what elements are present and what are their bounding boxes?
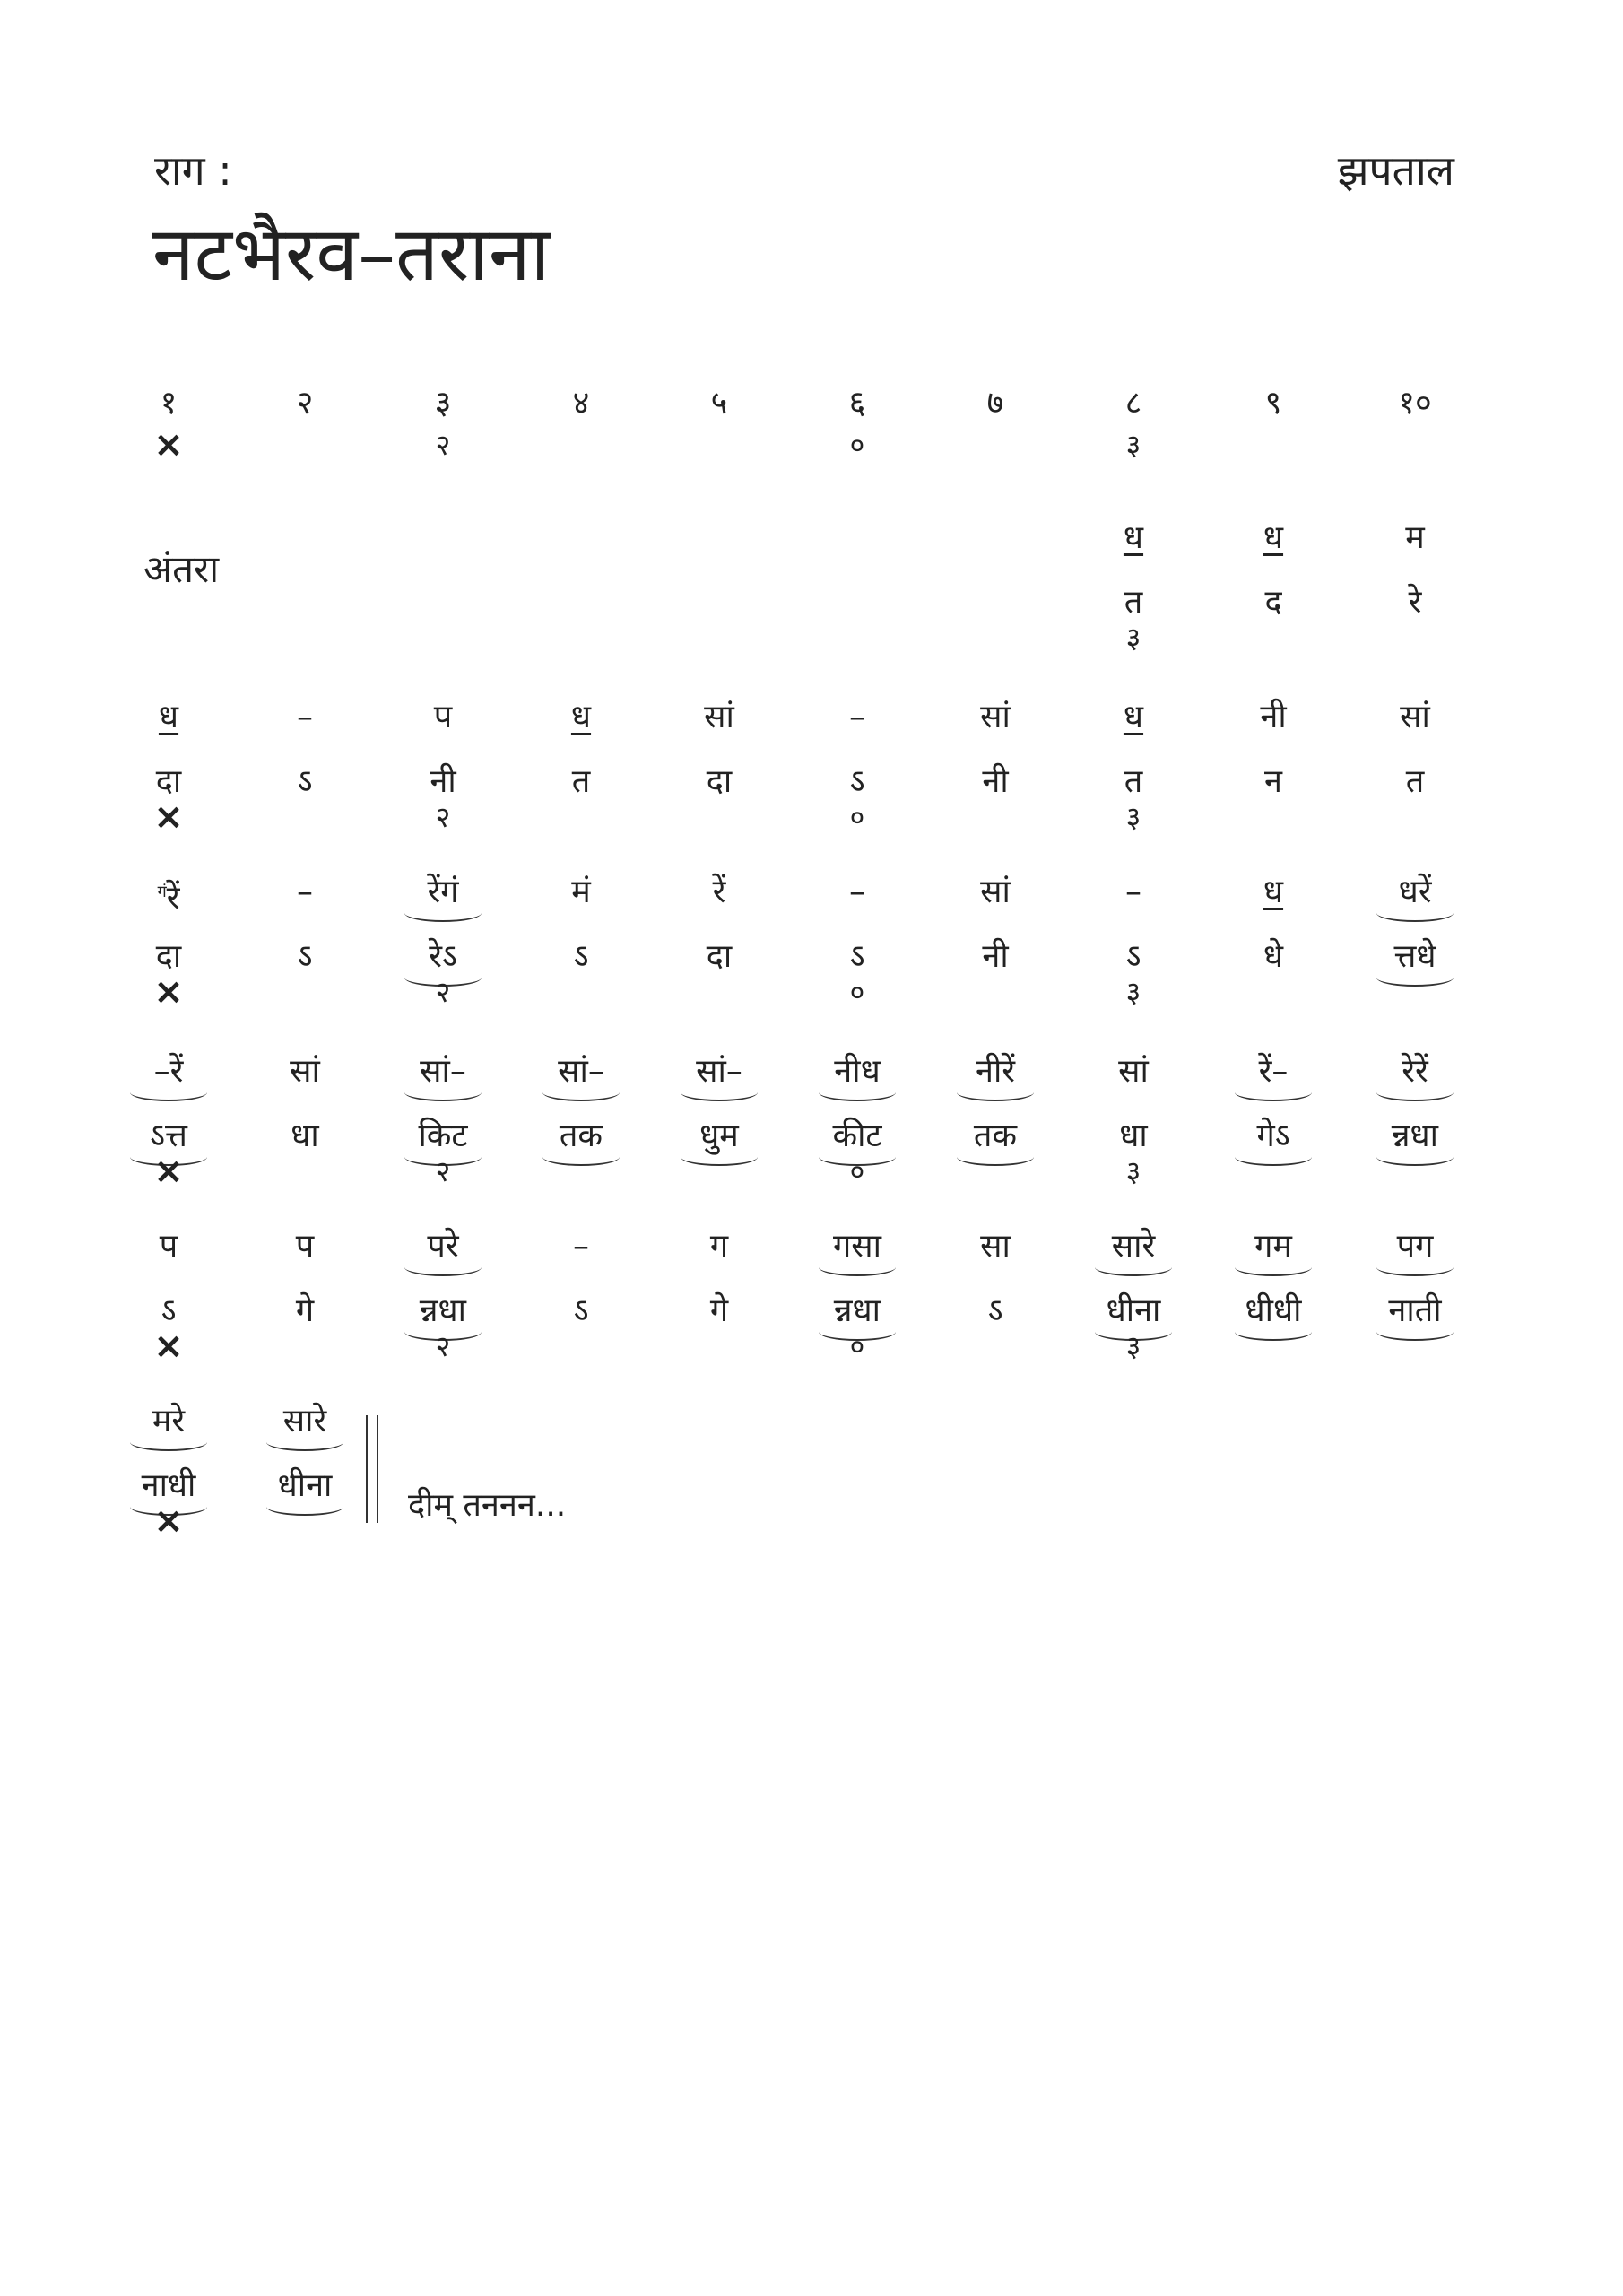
bol-cell-text: ऽ (297, 763, 313, 800)
swar-cell-text: सा (980, 1228, 1011, 1265)
swar-cell-text: प (433, 699, 453, 735)
swar-cell-text: सां (704, 699, 734, 735)
taal-mark-row (0, 1151, 1623, 1200)
bol-cell-text: न्नधा (1392, 1114, 1438, 1159)
taal-mark-row (0, 1326, 1623, 1375)
bol-cell-text: दा (706, 763, 733, 800)
meend-arc (130, 1433, 207, 1451)
swar-cell-text: सां (1400, 699, 1430, 735)
swar-cell-text: रें (712, 874, 726, 910)
bol-cell (238, 1114, 372, 1159)
swar-cell-text: ध (570, 699, 592, 735)
bol-cell-text: त (571, 763, 591, 800)
swar-cell (1206, 695, 1341, 740)
taal-name: झपताल (1337, 146, 1454, 195)
beat-number (1348, 381, 1482, 426)
swar-cell-text: ध (1123, 699, 1144, 735)
swar-cell (376, 870, 510, 915)
bol-cell-text: धुम (699, 1114, 739, 1159)
swar-cell-text: ध (1123, 519, 1144, 556)
bol-row (0, 1464, 1623, 1509)
beat-number (928, 381, 1063, 426)
bol-cell-text: नी (982, 763, 1009, 800)
raag-label: राग : (154, 146, 232, 195)
swar-cell-text: सां (1118, 1053, 1149, 1090)
taal-mark-text: × (153, 796, 184, 838)
swar-cell-text: – (849, 699, 865, 735)
taal-mark-text: × (153, 971, 184, 1013)
meend-arc (1376, 1258, 1454, 1276)
beat-number (1066, 381, 1201, 426)
meend-arc (266, 1433, 343, 1451)
bol-cell-text: धा (291, 1118, 319, 1154)
bol-cell-text: ऽ (297, 938, 313, 975)
swar-row (0, 1224, 1623, 1269)
swar-cell-text: धरें (1399, 870, 1432, 915)
swar-cell (1206, 870, 1341, 915)
taal-mark (376, 1330, 510, 1362)
meend-arc (957, 1083, 1034, 1101)
bol-cell-text: त्तधे (1393, 935, 1436, 979)
bol-cell (1066, 580, 1201, 625)
bol-cell (1348, 1289, 1482, 1334)
swar-cell-text: पग (1397, 1224, 1434, 1269)
bol-cell (652, 1289, 786, 1334)
section-label: अंतरा (143, 547, 220, 591)
swar-cell (1348, 870, 1482, 915)
meend-arc (404, 1258, 482, 1276)
meend-arc (1376, 1083, 1454, 1101)
bol-cell (1206, 1289, 1341, 1334)
taal-mark-text: ० (849, 975, 865, 1009)
swar-cell-text: म (1405, 519, 1425, 556)
taal-mark (790, 1330, 924, 1362)
swar-row (0, 1399, 1623, 1444)
bol-cell-text: ऽ (161, 1292, 177, 1329)
taal-mark-text: ० (849, 428, 865, 462)
bol-cell (1348, 580, 1482, 625)
taal-mark-text: × (153, 1151, 184, 1192)
bol-row (0, 1289, 1623, 1334)
swar-cell-text: ध (1263, 519, 1284, 556)
beat-number-text: ४ (572, 385, 590, 422)
taal-mark-row (0, 622, 1623, 666)
beat-number-text: ७ (986, 385, 1004, 422)
swar-cell (1206, 1224, 1341, 1269)
taal-mark-text: ३ (1125, 1329, 1141, 1363)
swar-cell (652, 1224, 786, 1269)
bol-cell (928, 935, 1063, 979)
taal-mark-text: ० (849, 1329, 865, 1363)
swar-cell (101, 1224, 236, 1269)
bol-cell-text: रेऽ (429, 935, 457, 979)
beat-number-text: ५ (710, 385, 728, 422)
bol-cell-text: ऽ (573, 1292, 589, 1329)
bol-cell-text: किट (418, 1114, 467, 1159)
bol-cell-text: त (1124, 584, 1143, 621)
taal-mark (101, 796, 236, 838)
bol-cell-text: धीना (278, 1464, 333, 1509)
bol-cell-text: गे (709, 1292, 729, 1329)
swar-cell-text: परे (427, 1224, 458, 1269)
swar-cell-text: ध (158, 699, 179, 735)
swar-cell-text: नीध (834, 1049, 880, 1094)
taal-mark-text: २ (435, 975, 451, 1009)
swar-cell-text: सां– (420, 1049, 466, 1094)
swar-cell-text: सां– (696, 1049, 742, 1094)
bol-cell-text: नी (430, 763, 456, 800)
swar-row (0, 695, 1623, 740)
beat-number (790, 381, 924, 426)
taal-mark (101, 971, 236, 1013)
swar-cell-text: – (297, 874, 313, 910)
bol-cell (1066, 1289, 1201, 1334)
swar-cell (514, 1049, 648, 1094)
kan-swar: गं (157, 883, 167, 901)
bol-cell (514, 1289, 648, 1334)
swar-cell-text: रेंगं (428, 870, 459, 915)
bol-cell-text: न (1264, 763, 1282, 800)
taal-mark (1066, 1155, 1201, 1187)
meend-arc (819, 1083, 896, 1101)
bol-cell (790, 760, 924, 804)
bol-cell-text: दा (155, 763, 182, 800)
beat-number-text: २ (296, 385, 314, 422)
swar-cell-text: – (849, 874, 865, 910)
meend-arc (404, 904, 482, 922)
bol-cell-text: न्नधा (420, 1289, 466, 1334)
swar-cell (790, 1049, 924, 1094)
taal-mark-row (0, 796, 1623, 846)
taal-mark-text: × (153, 424, 184, 465)
bol-cell-text: नाधी (142, 1464, 196, 1509)
swar-cell-text: प (159, 1228, 178, 1265)
swar-cell-text: सां (290, 1053, 320, 1090)
swar-cell (376, 1224, 510, 1269)
bol-cell-text: धे (1263, 938, 1284, 975)
swar-cell (1066, 695, 1201, 740)
bol-cell (790, 1289, 924, 1334)
page-title: नटभैरव–तराना (152, 210, 551, 298)
bol-cell-text: नाती (1388, 1289, 1441, 1334)
bol-cell-text: ऽ (849, 938, 865, 975)
taal-mark (790, 801, 924, 833)
swar-cell (790, 695, 924, 740)
swar-cell (238, 870, 372, 915)
bol-cell (652, 1114, 786, 1159)
swar-cell (790, 870, 924, 915)
swar-cell (1348, 1049, 1482, 1094)
swar-cell (1206, 516, 1341, 561)
swar-cell (928, 695, 1063, 740)
bol-cell (1348, 760, 1482, 804)
taal-mark-text: ३ (1125, 975, 1141, 1009)
swar-cell (376, 1049, 510, 1094)
bol-cell-text: तक (974, 1114, 1017, 1159)
beat-number-text: ९ (1264, 385, 1282, 422)
bol-cell-text: तक (560, 1114, 603, 1159)
meend-arc (1235, 1083, 1312, 1101)
beat-numbers-row (0, 381, 1623, 426)
bol-cell-text: द (1264, 584, 1282, 621)
taal-mark (101, 424, 236, 465)
bol-cell (1206, 760, 1341, 804)
bol-cell (238, 760, 372, 804)
taal-mark (1066, 976, 1201, 1008)
bol-cell (376, 1289, 510, 1334)
beat-number-text: १० (1398, 385, 1432, 422)
bol-cell-text: दा (155, 938, 182, 975)
swar-cell (101, 870, 236, 921)
swar-cell (1066, 1049, 1201, 1094)
bol-cell-text: त (1405, 763, 1425, 800)
bol-cell (238, 935, 372, 979)
meend-arc (819, 1258, 896, 1276)
taal-mark-text: × (153, 1500, 184, 1542)
swar-cell (238, 1399, 372, 1444)
beat-number (514, 381, 648, 426)
swar-cell (101, 1049, 236, 1094)
swar-cell-text: गसा (833, 1224, 881, 1269)
bol-cell (928, 1289, 1063, 1334)
bol-cell-text: ऽ (573, 938, 589, 975)
bol-cell (514, 760, 648, 804)
beat-number (1206, 381, 1341, 426)
bol-cell (514, 935, 648, 979)
meend-arc (404, 1083, 482, 1101)
swar-cell (652, 1049, 786, 1094)
swar-cell (238, 1224, 372, 1269)
swar-cell (1066, 870, 1201, 915)
bol-cell (1066, 760, 1201, 804)
bol-cell-text: त (1124, 763, 1143, 800)
swar-cell-text: रेरें (1402, 1049, 1428, 1094)
swar-cell (1348, 1224, 1482, 1269)
meend-arc (681, 1083, 758, 1101)
swar-cell (1348, 516, 1482, 561)
taal-mark (1066, 622, 1201, 654)
meend-arc (130, 1083, 207, 1101)
swar-cell-text: सां– (558, 1049, 604, 1094)
bol-cell (1206, 935, 1341, 979)
bol-row (0, 580, 1623, 625)
taal-mark-row (0, 971, 1623, 1021)
swar-cell (514, 1224, 648, 1269)
bol-cell-text: ऽत्त (150, 1114, 187, 1159)
swar-cell-text: सारे (1112, 1224, 1155, 1269)
bol-cell (376, 935, 510, 979)
bol-cell (1206, 580, 1341, 625)
meend-arc (542, 1083, 620, 1101)
swar-cell (928, 1224, 1063, 1269)
beat-number (652, 381, 786, 426)
swar-cell-text: – (1125, 874, 1141, 910)
bol-cell-text: ऽ (849, 763, 865, 800)
bol-cell (928, 1114, 1063, 1159)
bol-cell (1348, 1114, 1482, 1159)
swar-cell-text: रें– (1259, 1049, 1289, 1094)
taal-mark-text: ३ (1125, 1154, 1141, 1188)
taal-mark-text: २ (435, 428, 451, 462)
swar-row (0, 516, 1623, 561)
bol-cell-text: गेऽ (1256, 1114, 1289, 1159)
swar-cell (101, 1399, 236, 1444)
bol-cell (376, 1114, 510, 1159)
beat-number-text: १ (160, 385, 178, 422)
bol-row (0, 935, 1623, 979)
swar-cell-text: मरे (152, 1399, 185, 1444)
bol-cell (1206, 1114, 1341, 1159)
bol-cell (928, 760, 1063, 804)
taal-mark (790, 1155, 924, 1187)
swar-cell-text: सारे (283, 1399, 326, 1444)
swar-row (0, 1049, 1623, 1094)
swar-cell (238, 695, 372, 740)
bol-cell (238, 1289, 372, 1334)
swar-cell-text: नीरें (976, 1049, 1015, 1094)
bol-cell (376, 760, 510, 804)
bol-cell (514, 1114, 648, 1159)
taal-mark (1066, 429, 1201, 461)
taal-mark (101, 1326, 236, 1367)
taal-mark-row (0, 1500, 1623, 1550)
taal-mark (1066, 1330, 1201, 1362)
bol-cell-text: ऽ (987, 1292, 1003, 1329)
taal-mark (376, 1155, 510, 1187)
swar-cell (928, 870, 1063, 915)
swar-cell (1348, 695, 1482, 740)
swar-cell (238, 1049, 372, 1094)
taal-mark (376, 429, 510, 461)
bol-cell (790, 1114, 924, 1159)
swar-cell (514, 695, 648, 740)
taal-mark-text: २ (435, 1154, 451, 1188)
beat-number-text: ६ (848, 385, 866, 422)
taal-mark (1066, 801, 1201, 833)
taal-mark (790, 976, 924, 1008)
taal-mark-text: × (153, 1326, 184, 1367)
swar-cell (928, 1049, 1063, 1094)
swar-row (0, 870, 1623, 915)
bol-row (0, 1114, 1623, 1159)
taal-mark (790, 429, 924, 461)
bol-cell (238, 1464, 372, 1509)
bol-cell-text: गे (295, 1292, 315, 1329)
bol-row (0, 760, 1623, 804)
bol-cell-text: रे (1408, 584, 1422, 621)
swar-cell (101, 695, 236, 740)
bol-cell (1348, 935, 1482, 979)
taal-mark-text: ३ (1125, 428, 1141, 462)
swar-cell-text: ग (709, 1228, 729, 1265)
double-barline (366, 1415, 378, 1523)
swar-cell-text: – (573, 1228, 589, 1265)
taal-mark-text: ३ (1125, 800, 1141, 834)
bol-cell-text: दा (706, 938, 733, 975)
meend-arc (1376, 904, 1454, 922)
beat-number (376, 381, 510, 426)
bol-cell (652, 760, 786, 804)
bol-cell-text: धीधी (1245, 1289, 1302, 1334)
taal-mark (376, 976, 510, 1008)
swar-cell-text: सां (980, 699, 1011, 735)
swar-cell-text: – (297, 699, 313, 735)
taal-mark (101, 1500, 236, 1542)
bol-cell-text: न्नधा (834, 1289, 881, 1334)
swar-cell-text: –रें (154, 1049, 184, 1094)
swar-cell (514, 870, 648, 915)
swar-cell (652, 695, 786, 740)
swar-cell (790, 1224, 924, 1269)
meend-arc (1235, 1258, 1312, 1276)
swar-cell (376, 695, 510, 740)
swar-cell-text: गम (1254, 1224, 1292, 1269)
taal-mark (376, 801, 510, 833)
swar-cell (1066, 516, 1201, 561)
taal-mark-text: ३ (1125, 621, 1141, 655)
swar-cell-text: प (295, 1228, 315, 1265)
bol-cell (1066, 935, 1201, 979)
bol-cell-text: धीना (1107, 1289, 1161, 1334)
taal-mark-text: ० (849, 1154, 865, 1188)
bol-cell (1066, 1114, 1201, 1159)
swar-cell-text: मं (571, 874, 591, 910)
bol-cell (790, 935, 924, 979)
taal-marks-row (0, 424, 1623, 474)
swar-cell (1206, 1049, 1341, 1094)
swar-cell (652, 870, 786, 915)
bol-cell-text: कीट (832, 1114, 881, 1159)
swar-cell (1066, 1224, 1201, 1269)
beat-number (101, 381, 236, 426)
ending-text: दीम् तननन... (408, 1487, 567, 1524)
meend-arc (1095, 1258, 1172, 1276)
bol-cell-text: ऽ (1125, 938, 1141, 975)
bol-cell-text: धा (1119, 1118, 1148, 1154)
bol-cell-text: नी (982, 938, 1009, 975)
taal-mark (101, 1151, 236, 1192)
beat-number-text: ३ (434, 385, 452, 422)
taal-mark-text: २ (435, 800, 451, 834)
taal-mark-text: २ (435, 1329, 451, 1363)
beat-number-text: ८ (1124, 385, 1142, 422)
swar-cell-text: ध (1263, 874, 1284, 910)
beat-number (238, 381, 372, 426)
taal-mark-text: ० (849, 800, 865, 834)
bol-cell (652, 935, 786, 979)
swar-cell-text: सां (980, 874, 1011, 910)
swar-cell-text: रें (166, 880, 180, 917)
swar-cell-text: नी (1260, 699, 1287, 735)
